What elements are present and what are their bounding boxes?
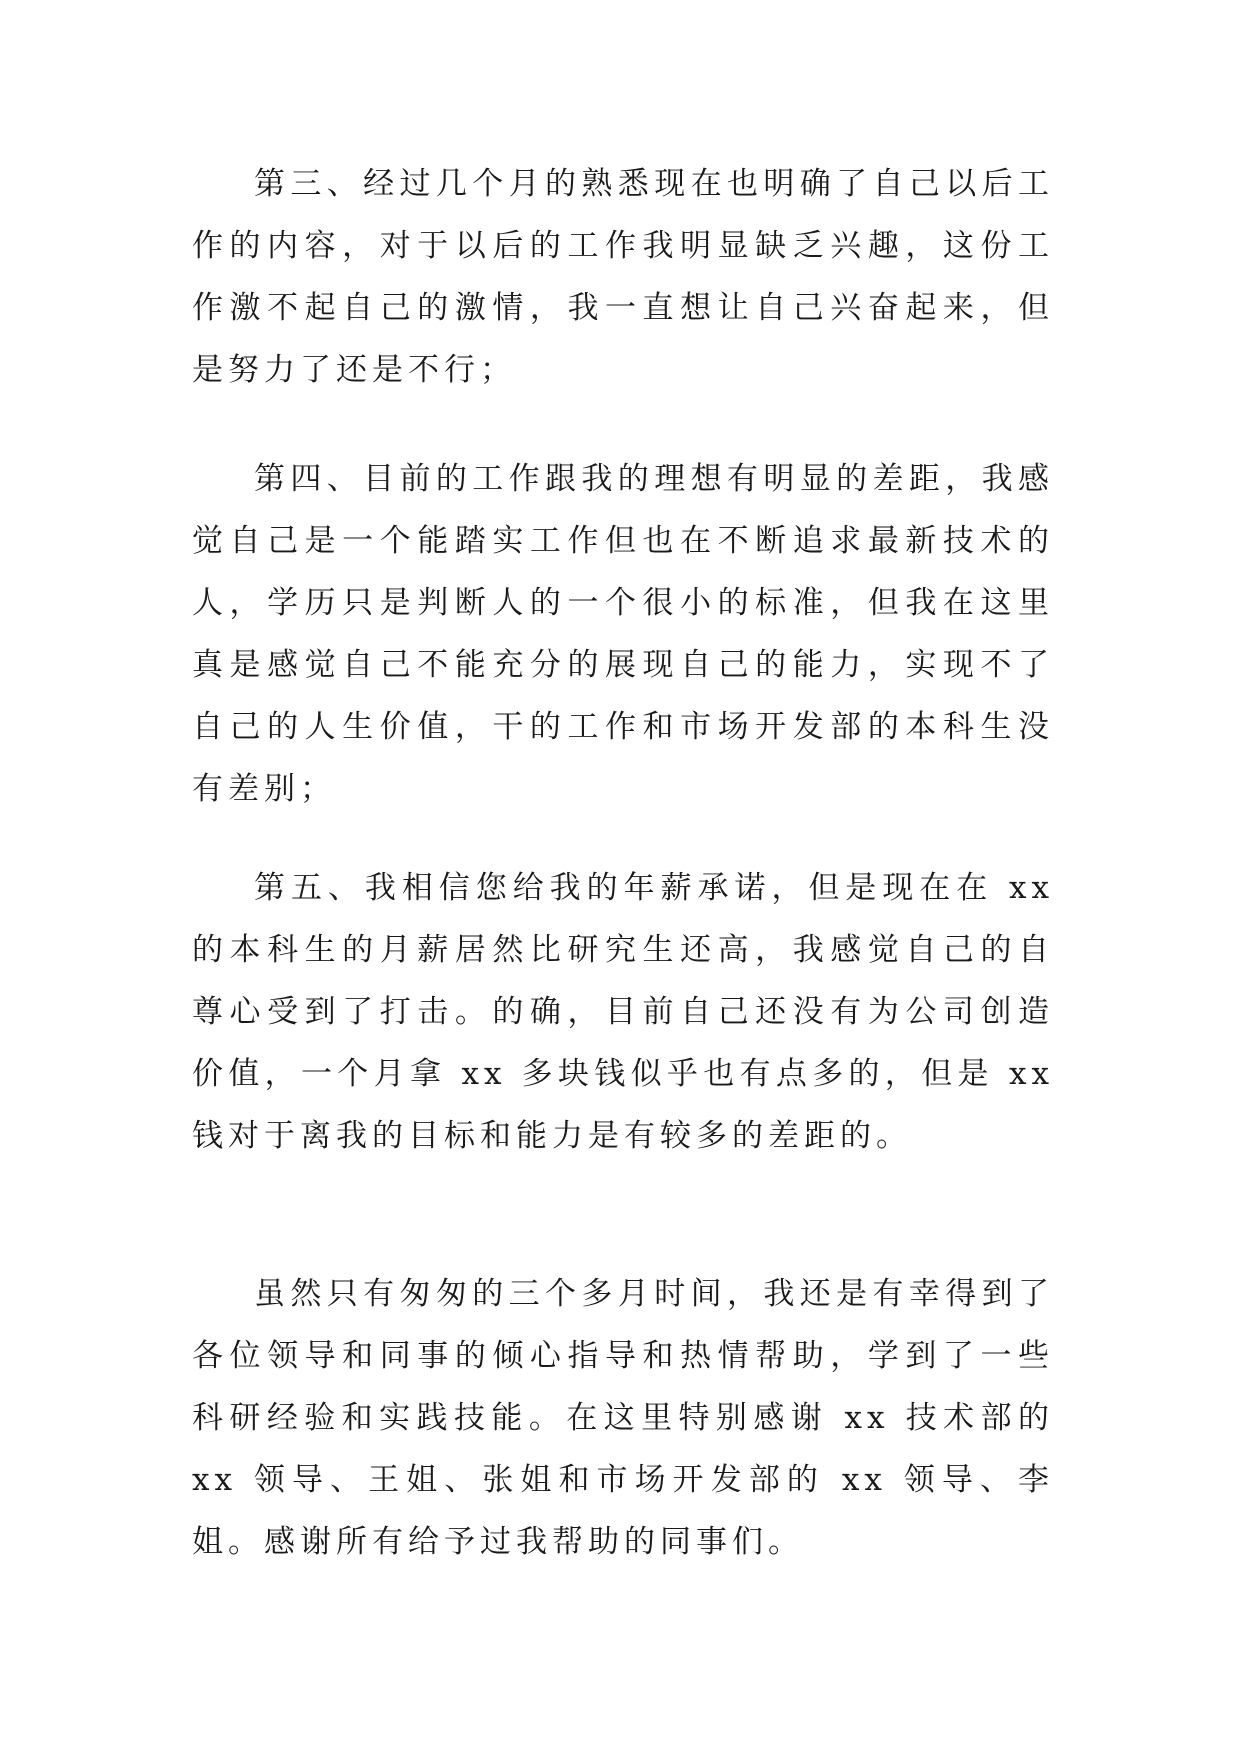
- paragraph-third-reason: 第三、经过几个月的熟悉现在也明确了自己以后工作的内容，对于以后的工作我明显缺乏兴趣，这份工作激不起自己的激情，我一直想让自己兴奋起来，但是努力了还是不行；: [192, 166, 1054, 388]
- paragraph-fourth-reason: 第四、目前的工作跟我的理想有明显的差距，我感觉自己是一个能踏实工作但也在不断追求最新技术的人，学历只是判断人的一个很小的标准，但我在这里真是感觉自己不能充分的展现自己的能力，实现不了自己的人生价值，干的工作和市场开发部的本科生没有差别；: [192, 461, 1054, 807]
- paragraph-fifth-reason: 第五、我相信您给我的年薪承诺，但是现在在 xx 的本科生的月薪居然比研究生还高，我感觉自己的自尊心受到了打击。的确，目前自己还没有为公司创造价值，一个月拿 xx 多块钱似乎也有点多的，但是 xx 钱对于离我的目标和能力是有较多的差距的。: [192, 870, 1054, 1154]
- paragraph-thanks: 虽然只有匆匆的三个多月时间，我还是有幸得到了各位领导和同事的倾心指导和热情帮助，学到了一些科研经验和实践技能。在这里特别感谢 xx 技术部的 xx 领导、王姐、张姐和市场开发部的 xx 领导、李姐。感谢所有给予过我帮助的同事们。: [192, 1276, 1054, 1560]
